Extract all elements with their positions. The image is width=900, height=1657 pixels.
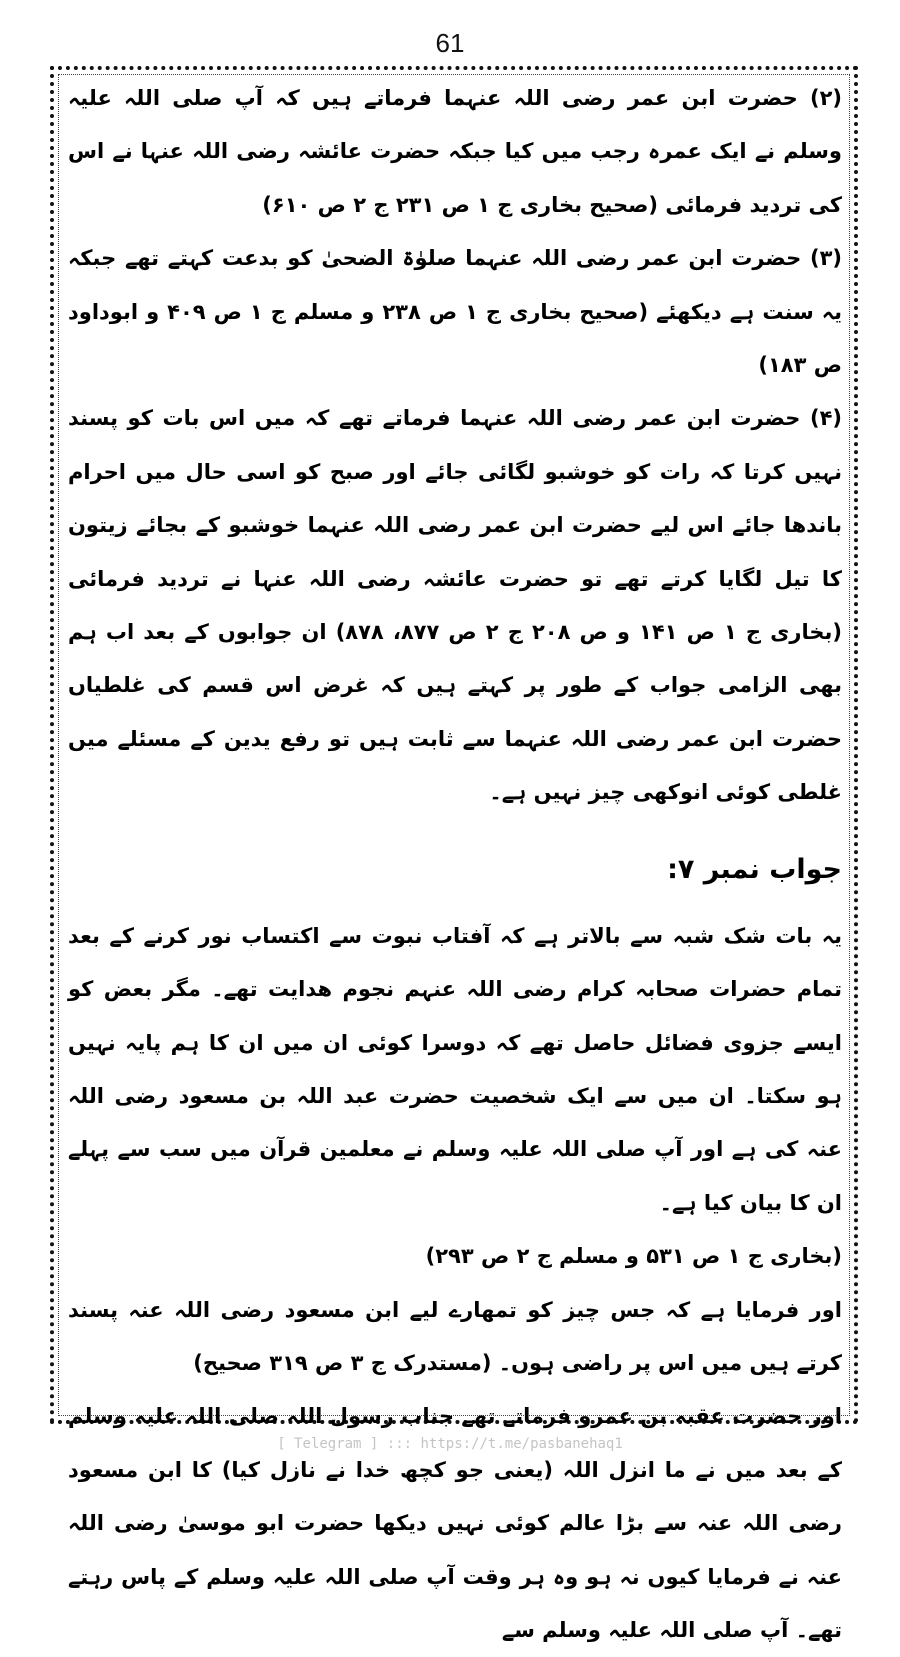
section-heading: جواب نمبر ۷:: [667, 853, 842, 885]
paragraph-4: (۴) حضرت ابن عمر رضی اللہ عنہما فرماتے تھے کہ میں اس بات کو پسند نہیں کرتا کہ رات کو خوشبو لگائی جائے اور صبح کو اسی حال میں احرام باندھا جائے اس لیے حضرت ابن عمر رضی اللہ عنہما خوشبو کے بجائے زیتون کا تیل لگایا کرتے تھے تو حضرت عائشہ رضی اللہ عنہا نے تردید فرمائی (بخاری ج ۱ ص ۱۴۱ و ص ۲۰۸ ج ۲ ص ۸۷۷، ۸۷۸) ان جوابوں کے بعد اب ہم بھی الزامی جواب کے طور پر کہتے ہیں کہ غرض اس قسم کی غلطیاں حضرت ابن عمر رضی اللہ عنہما سے ثابت ہیں تو رفع یدین کے مسئلے میں غلطی کوئی انوکھی چیز نہیں ہے۔: [68, 406, 842, 805]
paragraph-3: (۳) حضرت ابن عمر رضی اللہ عنہما صلوٰۃ الضحیٰ کو بدعت کہتے تھے جبکہ یہ سنت ہے دیکھئے (صحیح بخاری ج ۱ ص ۲۳۸ و مسلم ج ۱ ص ۴۰۹ و ابوداود ص ۱۸۳): [68, 246, 842, 378]
closing-paragraph: اور حضرت عقبہ بن عمرو فرماتے تھے جناب رسول اللہ صلی اللہ علیہ وسلم کے بعد میں نے ما انزل اللہ (یعنی جو کچھ خدا نے نازل کیا) کا ابن مسعود رضی اللہ عنہ سے بڑا عالم کوئی نہیں دیکھا حضرت ابو موسیٰ رضی اللہ عنہ نے فرمایا کیوں نہ ہو وہ ہر وقت آپ صلی اللہ علیہ وسلم کے پاس رہتے تھے۔ آپ صلی اللہ علیہ وسلم سے: [68, 1404, 842, 1642]
page-number: 61: [435, 28, 465, 58]
telegram-footer: [ Telegram ] ::: https://t.me/pasbanehaq1: [277, 1436, 623, 1452]
page-body: [68, 72, 842, 1657]
answer-paragraph: یہ بات شک شبہ سے بالاتر ہے کہ آفتاب نبوت سے اکتساب نور کرنے کے بعد تمام حضرات صحابہ کرام رضی اللہ عنہم نجوم ھدایت تھے۔ مگر بعض کو ایسے جزوی فضائل حاصل تھے کہ دوسرا کوئی ان میں ان کا ہم پایہ نہیں ہو سکتا۔ ان میں سے ایک شخصیت حضرت عبد اللہ بن مسعود رضی اللہ عنہ کی ہے اور آپ صلی اللہ علیہ وسلم نے معلمین قرآن میں سب سے پہلے ان کا بیان کیا ہے۔: [68, 923, 842, 1215]
paragraph-2: (۲) حضرت ابن عمر رضی اللہ عنہما فرماتے ہیں کہ آپ صلی اللہ علیہ وسلم نے ایک عمرہ رجب میں کیا جبکہ حضرت عائشہ رضی اللہ عنہا نے اس کی تردید فرمائی (صحیح بخاری ج ۱ ص ۲۳۱ ج ۲ ص ۶۱۰): [68, 86, 842, 217]
quote-paragraph: اور فرمایا ہے کہ جس چیز کو تمھارے لیے ابن مسعود رضی اللہ عنہ پسند کرتے ہیں میں اس پر راضی ہوں۔ (مستدرک ج ۳ ص ۳۱۹ صحیح): [68, 1297, 842, 1375]
reference-line: (بخاری ج ۱ ص ۵۳۱ و مسلم ج ۲ ص ۲۹۳): [425, 1244, 842, 1269]
